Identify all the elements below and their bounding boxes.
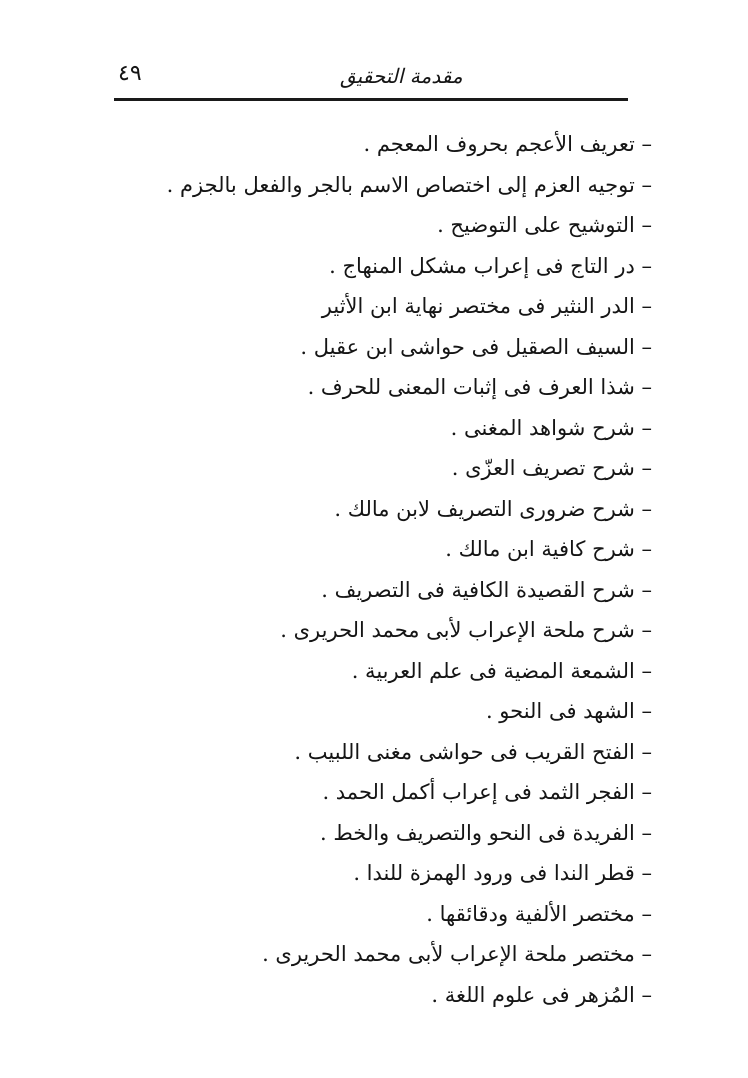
page-header bbox=[114, 58, 628, 98]
list-item: – مختصر ملحة الإعراب لأبى محمد الحريرى . bbox=[262, 942, 652, 966]
list-item: – مختصر الألفية ودقائقها . bbox=[426, 901, 652, 926]
list-item: – شرح ضرورى التصريف لابن مالك . bbox=[334, 496, 652, 521]
list-item: – شرح كافية ابن مالك . bbox=[445, 537, 652, 561]
list-item: – المُزهر فى علوم اللغة . bbox=[431, 982, 652, 1007]
list-item: – قطر الندا فى ورود الهمزة للندا . bbox=[353, 861, 652, 885]
list-item: – الشمعة المضية فى علم العربية . bbox=[351, 658, 652, 683]
list-item: – الفتح القريب فى حواشى مغنى اللبيب . bbox=[294, 739, 652, 764]
page-number: ٤٩ bbox=[118, 61, 142, 86]
list-item: – توجيه العزم إلى اختصاص الاسم بالجر والفعل بالجزم . bbox=[166, 172, 652, 197]
list-item: – شرح شواهد المغنى . bbox=[450, 415, 652, 440]
list-item: – در التاج فى إعراب مشكل المنهاج . bbox=[329, 253, 652, 278]
list-item: – شرح القصيدة الكافية فى التصريف . bbox=[321, 577, 652, 602]
list-item: – تعريف الأعجم بحروف المعجم . bbox=[363, 132, 652, 156]
list-item: – شرح تصريف العزّى . bbox=[451, 456, 652, 480]
header-rule bbox=[114, 98, 628, 101]
list-item: – الفجر الثمد فى إعراب أكمل الحمد . bbox=[322, 780, 652, 804]
book-list bbox=[166, 124, 652, 1015]
list-item: – شذا العرف فى إثبات المعنى للحرف . bbox=[307, 375, 652, 399]
list-item: – التوشيح على التوضيح . bbox=[437, 213, 652, 237]
list-item: – السيف الصقيل فى حواشى ابن عقيل . bbox=[300, 334, 652, 359]
list-item: – الشهد فى النحو . bbox=[485, 699, 652, 723]
running-title: مقدمة التحقيق bbox=[340, 64, 463, 88]
list-item: – الفريدة فى النحو والتصريف والخط . bbox=[319, 820, 652, 845]
list-item: – الدر النثير فى مختصر نهاية ابن الأثير bbox=[321, 294, 652, 318]
list-item: – شرح ملحة الإعراب لأبى محمد الحريرى . bbox=[280, 618, 652, 642]
